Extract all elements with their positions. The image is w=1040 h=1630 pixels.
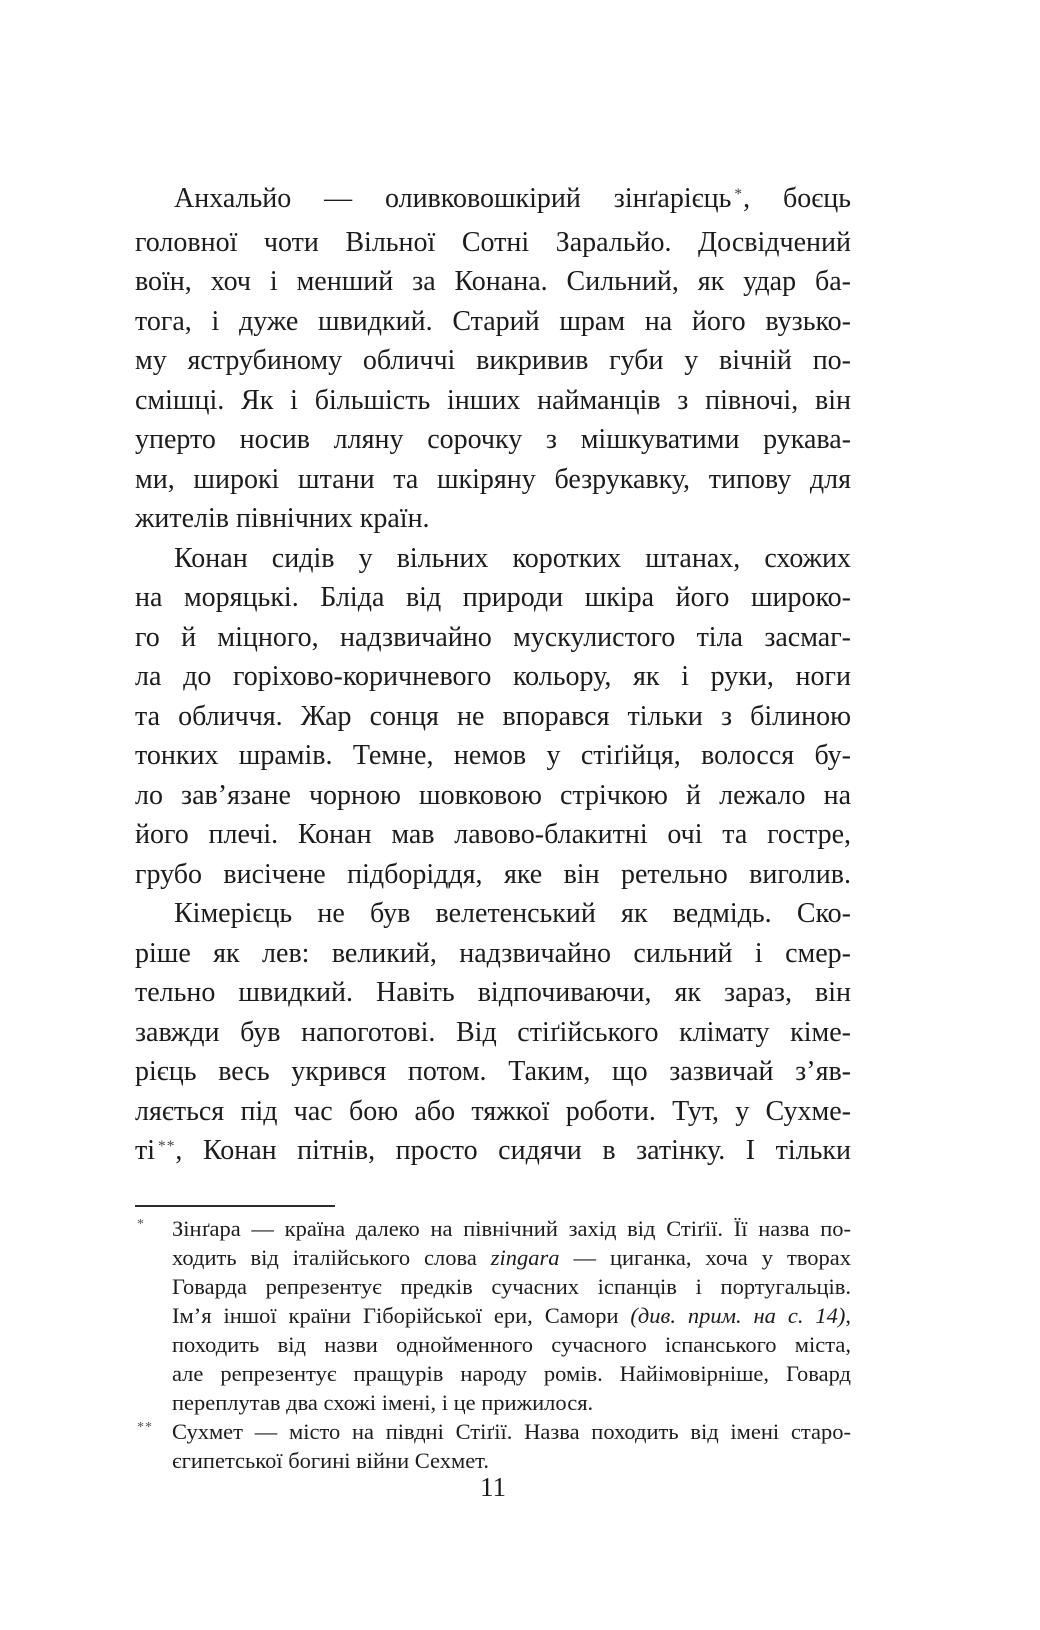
footnote-text-line (172, 1243, 851, 1272)
footnote-marker: * (137, 1217, 145, 1232)
text-line (135, 776, 851, 816)
footnote-text-line (172, 1446, 851, 1475)
text-line (135, 460, 851, 500)
text-segment: тонких шрамів. Темне, немов у стіґійця, волосся бу- (135, 740, 851, 771)
text-line (135, 1052, 851, 1092)
text-line (135, 697, 851, 737)
text-segment: , Конан пітнів, просто сидячи в затінку. І тільки (175, 1135, 851, 1166)
text-segment: тога, і дуже швидкий. Старий шрам на його вузько- (135, 305, 851, 337)
text-segment: ходить від італійського слова (172, 1245, 491, 1270)
text-segment: ла до горіхово-коричневого кольору, як і руки, ноги (135, 661, 851, 692)
footnote-text-line (172, 1330, 851, 1359)
text-line (135, 179, 851, 223)
text-line (135, 578, 851, 618)
text-segment: — циганка, хоча у творах (559, 1245, 851, 1270)
footnote-text-line (172, 1214, 851, 1243)
text-segment: го й міцного, надзвичайно мускулистого тіла засмаг- (135, 621, 851, 653)
footnote-text (172, 1417, 851, 1475)
footnote (135, 1417, 851, 1475)
text-line (135, 855, 851, 895)
text-segment: му яструбиному обличчі викривив губи у вічній по- (135, 345, 851, 376)
footnote-divider (135, 1205, 335, 1207)
italic-text-segment: zingara (490, 1245, 560, 1270)
text-line (135, 499, 851, 539)
footnote-text-line (172, 1359, 851, 1388)
text-segment: смішці. Як і більшість інших найманців з півночі, він (135, 384, 851, 416)
text-line (135, 223, 851, 263)
footnote-text-line (172, 1417, 851, 1446)
text-segment: уперто носив лляну сорочку з мішкуватими рукава- (135, 424, 851, 455)
paragraph (135, 179, 851, 539)
paragraph (135, 894, 851, 1175)
text-segment: Конан сидів у вільних коротких штанах, схожих (174, 542, 851, 574)
text-segment: Кімерієць не був велетенський як ведмідь. Ско- (174, 898, 851, 929)
text-segment: переплутав два схожі імені, і це прижилося. (172, 1390, 594, 1415)
text-segment: Сухмет — місто на півдні Стіґії. Назва походить від імені старо- (172, 1419, 851, 1444)
text-segment: ті (135, 1135, 156, 1166)
text-line (135, 420, 851, 460)
text-line (135, 1013, 851, 1053)
text-segment: Зінґара — країна далеко на північний захід від Стіґії. Її назва по- (172, 1216, 851, 1241)
text-line (135, 894, 851, 934)
text-segment: ляється під час бою або тяжкої роботи. Тут, у Сухме- (135, 1095, 851, 1127)
text-segment: походить від назви однойменного сучасного іспанського міста, (172, 1332, 851, 1357)
footnote-marker: ** (137, 1420, 153, 1435)
text-line (135, 973, 851, 1013)
text-segment: Анхальйо — оливковошкірий зінґарієць (174, 183, 732, 214)
text-line (135, 381, 851, 421)
text-segment: єгипетської богині війни Сехмет. (172, 1448, 489, 1473)
text-segment: ріше як лев: великий, надзвичайно сильний і смер- (135, 937, 851, 969)
text-line (135, 262, 851, 302)
footnote-reference-marker: * (734, 185, 744, 203)
text-segment: головної чоти Вільної Сотні Заральйо. Досвідчений (135, 226, 851, 258)
text-line (135, 657, 851, 697)
footnote-text-line (172, 1301, 851, 1330)
footnote-text-line (172, 1388, 851, 1417)
text-segment: воїн, хоч і менший за Конана. Сильний, як удар ба- (135, 266, 851, 297)
footnote-reference-marker: ** (158, 1137, 176, 1155)
text-segment: на моряцькі. Бліда від природи шкіра його широко- (135, 582, 851, 613)
text-line (135, 341, 851, 381)
text-segment: жителів північних країн. (135, 503, 430, 534)
text-segment: та обличчя. Жар сонця не впорався тільки з білиною (135, 700, 851, 732)
text-segment: Ім’я іншої країни Гіборійської ери, Самори (172, 1303, 631, 1328)
text-segment: але репрезентує пращурів народу ромів. Найімовірніше, Говард (172, 1361, 851, 1386)
text-line (135, 1131, 851, 1175)
body-text (135, 179, 851, 1175)
text-segment: ло зав’язане чорною шовковою стрічкою й лежало на (135, 779, 851, 811)
text-segment: його плечі. Конан мав лавово-блакитні очі та гостре, (135, 819, 851, 850)
text-line (135, 618, 851, 658)
footnote-text (172, 1214, 851, 1417)
italic-text-segment: (див. прим. на с. 14) (630, 1303, 846, 1328)
text-segment: грубо висічене підборіддя, яке він ретельно виголив. (135, 858, 851, 890)
text-line (135, 934, 851, 974)
text-line (135, 1092, 851, 1132)
footnote-text-line (172, 1272, 851, 1301)
text-line (135, 302, 851, 342)
text-segment: рієць весь укрився потом. Таким, що зазвичай з’яв- (135, 1056, 851, 1087)
text-line (135, 539, 851, 579)
text-segment: , (845, 1303, 851, 1328)
paragraph (135, 539, 851, 895)
text-segment: Говарда репрезентує предків сучасних іспанців і португальців. (172, 1274, 851, 1299)
footnotes (135, 1214, 851, 1475)
text-segment: ми, широкі штани та шкіряну безрукавку, типову для (135, 463, 851, 495)
text-segment: завжди був напоготові. Від стіґійського клімату кіме- (135, 1016, 851, 1048)
page-number: 11 (480, 1472, 506, 1502)
text-line (135, 815, 851, 855)
text-segment: , боєць (743, 183, 851, 214)
text-segment: тельно швидкий. Навіть відпочиваючи, як зараз, він (135, 977, 851, 1008)
footnote (135, 1214, 851, 1417)
text-line (135, 736, 851, 776)
